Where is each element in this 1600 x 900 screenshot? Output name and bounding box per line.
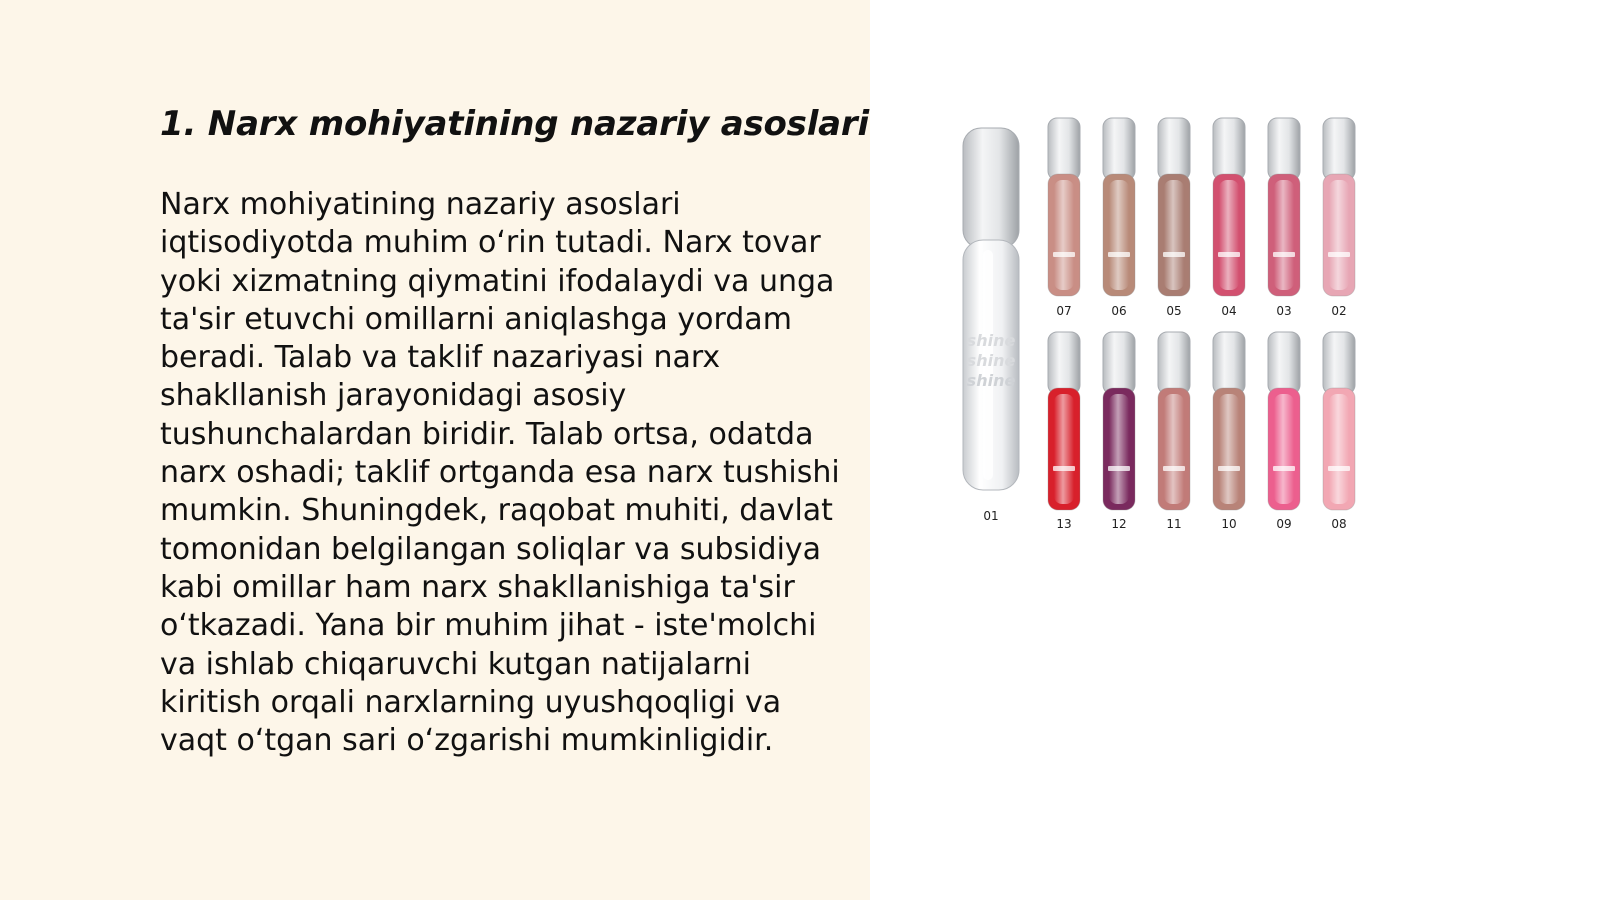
shade-label: 03	[1276, 304, 1292, 318]
shade-label: 05	[1166, 304, 1182, 318]
lip-gloss-tube	[1103, 332, 1135, 510]
lip-gloss-tube	[1103, 118, 1135, 296]
lip-gloss-product-image	[955, 110, 1395, 550]
svg-text:shine: shine	[966, 351, 1016, 370]
shade-label: 04	[1221, 304, 1237, 318]
shade-label: 07	[1056, 304, 1072, 318]
slide-title: 1. Narx mohiyatining nazariy asoslari	[160, 104, 869, 144]
top-row-tubes	[1048, 118, 1355, 318]
large-clear-tube	[963, 128, 1019, 490]
svg-text:shine: shine	[966, 371, 1016, 390]
lip-gloss-tube	[1213, 332, 1245, 510]
shade-label: 08	[1331, 517, 1347, 531]
lip-gloss-tube	[1268, 332, 1300, 510]
shade-label: 10	[1221, 517, 1237, 531]
slide-body-text: Narx mohiyatining nazariy asoslari iqtisodiyotda muhim o‘rin tutadi. Narx tovar yoki xizmatning qiymatini ifodalaydi va unga ta'sir etuvchi omillarni aniqlashga yordam beradi. Talab va taklif nazariyasi narx shakllanish jarayonidagi asosiy tushunchalardan biridir. Talab ortsa, odatda narx oshadi; taklif ortganda esa narx tushishi mumkin. Shuningdek, raqobat muhiti, davlat tomonidan belgilangan soliqlar va subsidiya kabi omillar ham narx shakllanishiga ta'sir o‘tkazadi. Yana bir muhim jihat - iste'molchi va ishlab chiqaruvchi kutgan natijalarni kiritish orqali narxlarning uyushqoqligi va vaqt o‘tgan sari o‘zgarishi mumkinligidir.	[160, 187, 840, 759]
lip-gloss-tube	[1323, 332, 1355, 510]
shade-label: 02	[1331, 304, 1347, 318]
lip-gloss-tube	[1048, 332, 1080, 510]
shade-label-large: 01	[983, 509, 999, 523]
shade-label: 09	[1276, 517, 1292, 531]
lip-gloss-tube	[1158, 118, 1190, 296]
svg-text:shine: shine	[966, 331, 1016, 350]
lip-gloss-tube	[1048, 118, 1080, 296]
shade-label: 12	[1111, 517, 1127, 531]
shade-label: 06	[1111, 304, 1127, 318]
lip-gloss-tube	[1268, 118, 1300, 296]
lip-gloss-tube	[1323, 118, 1355, 296]
lip-gloss-tube	[1158, 332, 1190, 510]
shade-label: 11	[1166, 517, 1182, 531]
bottom-row-tubes	[1048, 332, 1355, 531]
lip-gloss-tube	[1213, 118, 1245, 296]
shade-label: 13	[1056, 517, 1072, 531]
